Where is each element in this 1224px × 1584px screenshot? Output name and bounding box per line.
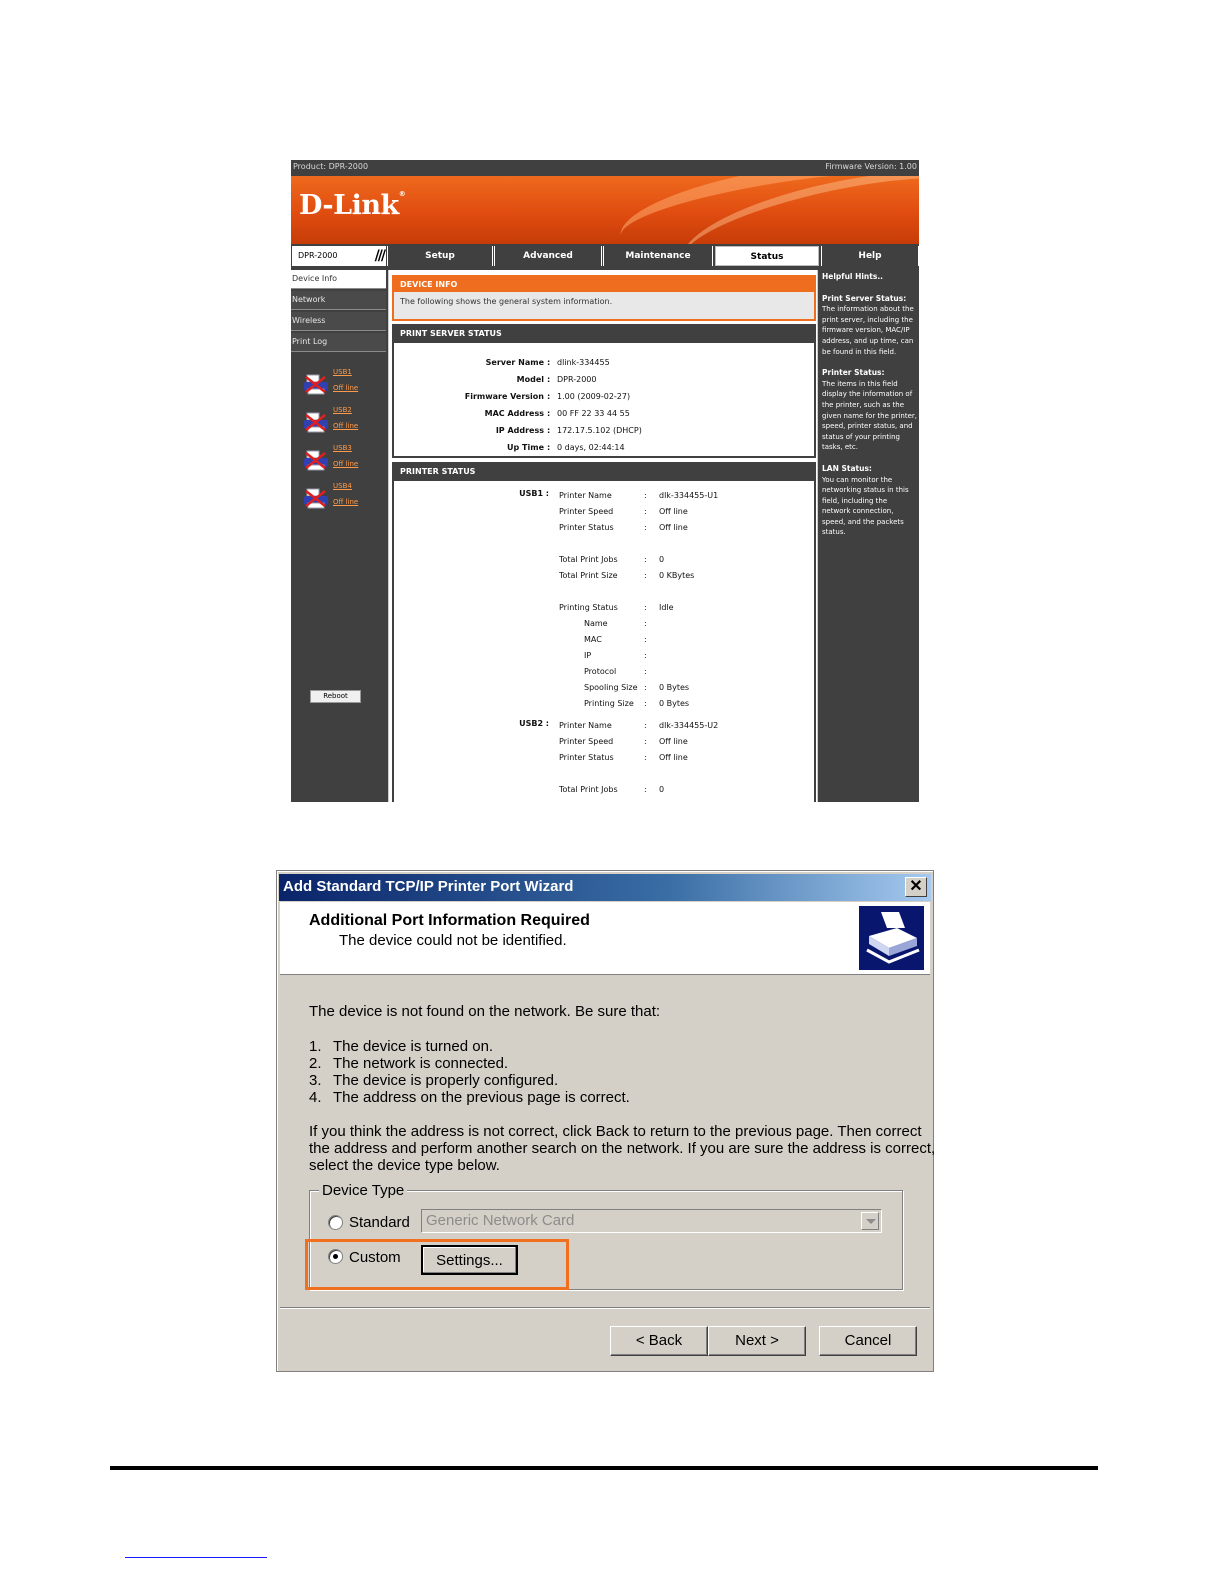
instruction-line: select the device type below.	[309, 1157, 500, 1174]
dlink-web-ui	[291, 160, 919, 802]
device-info-description: The following shows the general system information.	[400, 297, 613, 306]
device-type-legend: Device Type	[319, 1182, 407, 1199]
printer-field-label: Printer Status	[559, 523, 614, 532]
hint-heading: Print Server Status:	[822, 293, 907, 303]
footer-rule	[110, 1466, 1098, 1470]
status-label: Up Time	[507, 443, 544, 452]
device-info-title: DEVICE INFO	[394, 277, 814, 292]
settings-button[interactable]: Settings...	[421, 1245, 518, 1275]
tab-status[interactable]: Status	[715, 246, 819, 266]
printer-field-separator: :	[644, 555, 647, 564]
wizard-header	[280, 902, 930, 975]
back-button[interactable]: < Back	[610, 1326, 708, 1356]
logo-text: D-Link	[299, 190, 399, 221]
usb-section-label: USB1 :	[519, 489, 549, 498]
usb-port-status[interactable]: Off line	[333, 422, 359, 430]
printer-field-separator: :	[644, 635, 647, 644]
checklist-num: 3.	[309, 1072, 322, 1089]
printer-field-separator: :	[644, 785, 647, 794]
printer-field-value: Idle	[659, 603, 674, 612]
status-label: Firmware Version	[464, 392, 544, 401]
custom-label[interactable]: Custom	[349, 1249, 401, 1266]
status-separator: :	[547, 443, 551, 452]
close-icon[interactable]: ✕	[905, 877, 927, 897]
printer-field-label: IP	[584, 651, 592, 660]
printer-field-label: Printing Status	[559, 603, 618, 612]
printer-field-separator: :	[644, 683, 647, 692]
printer-field-value: 0 Bytes	[659, 699, 690, 708]
usb-port-3[interactable]	[303, 444, 383, 478]
printer-field-label: MAC	[584, 635, 602, 644]
checklist-item: The network is connected.	[333, 1055, 509, 1072]
model-badge-text: DPR-2000	[298, 251, 338, 260]
instruction-line: the address and perform another search on the network. If you are sure the address is correct,	[309, 1140, 936, 1157]
checklist-item: The device is turned on.	[333, 1038, 494, 1055]
tab-setup[interactable]: Setup	[387, 246, 493, 266]
printer-field-separator: :	[644, 507, 647, 516]
sidebar-item-print-log[interactable]: Print Log	[291, 333, 386, 352]
hint-text: The items in this field display the information of the printer, such as the given name for the printer, speed, printer status, and status of your printing tasks, etc.	[822, 379, 917, 452]
status-label: Server Name	[485, 358, 544, 367]
printer-field-separator: :	[644, 651, 647, 660]
cancel-button[interactable]: Cancel	[819, 1326, 917, 1356]
dialog-title: Add Standard TCP/IP Printer Port Wizard	[283, 878, 574, 895]
tab-help[interactable]: Help	[821, 246, 919, 266]
highlight-box	[305, 1239, 569, 1290]
standard-label[interactable]: Standard	[349, 1214, 410, 1231]
printer-field-separator: :	[644, 737, 647, 746]
usb-port-name[interactable]: USB2	[333, 406, 352, 414]
usb-port-status[interactable]: Off line	[333, 384, 359, 392]
firmware-label: Firmware Version: 1.00	[825, 162, 917, 171]
usb-section-label: USB2 :	[519, 719, 549, 728]
dialog-title-bar[interactable]	[279, 874, 931, 901]
status-value: 172.17.5.102 (DHCP)	[557, 426, 642, 435]
dlink-main-content	[388, 270, 818, 802]
logo-registered-mark: ®	[398, 190, 406, 198]
usb-port-name[interactable]: USB1	[333, 368, 352, 376]
printer-icon	[303, 488, 329, 510]
standard-radio[interactable]	[328, 1215, 343, 1230]
dlink-top-info-bar	[291, 160, 919, 176]
status-separator: :	[547, 392, 551, 401]
printer-field-value: Off line	[659, 753, 688, 762]
wizard-header-subtitle: The device could not be identified.	[339, 932, 567, 949]
printer-field-label: Protocol	[584, 667, 617, 676]
printer-field-separator: :	[644, 699, 647, 708]
standard-device-select-value: Generic Network Card	[426, 1212, 575, 1229]
hint-heading: Printer Status:	[822, 368, 885, 378]
printer-field-label: Total Print Jobs	[559, 785, 618, 794]
printer-field-value: dlk-334455-U1	[659, 491, 719, 500]
intro-text: The device is not found on the network. Be sure that:	[309, 1003, 661, 1020]
usb-port-name[interactable]: USB3	[333, 444, 352, 452]
printer-field-separator: :	[644, 753, 647, 762]
printer-icon	[303, 412, 329, 434]
print-server-status-title: PRINT SERVER STATUS	[392, 324, 816, 343]
printer-field-value: Off line	[659, 523, 688, 532]
printer-field-separator: :	[644, 603, 647, 612]
printer-field-value: 0	[659, 785, 665, 794]
checklist-item: The device is properly configured.	[333, 1072, 559, 1089]
dlink-nav-bar	[291, 244, 919, 268]
standard-device-select[interactable]	[421, 1209, 882, 1233]
reboot-button[interactable]: Reboot	[310, 690, 361, 703]
printer-field-separator: :	[644, 721, 647, 730]
printer-field-label: Printer Name	[559, 491, 612, 500]
product-label: Product: DPR-2000	[293, 162, 369, 171]
helpful-hints-panel	[820, 270, 919, 802]
printer-field-separator: :	[644, 667, 647, 676]
usb-port-2[interactable]	[303, 406, 383, 440]
printer-field-label: Printer Speed	[559, 737, 614, 746]
printer-field-label: Total Print Size	[559, 571, 618, 580]
printer-field-label: Printing Size	[584, 699, 634, 708]
printer-field-value: 0	[659, 555, 665, 564]
next-button[interactable]: Next >	[708, 1326, 806, 1356]
hint-heading: LAN Status:	[822, 463, 872, 473]
dlink-logo	[299, 190, 405, 221]
dlink-banner	[291, 176, 919, 244]
usb-port-1[interactable]	[303, 368, 383, 402]
tab-advanced[interactable]: Advanced	[494, 246, 602, 266]
printer-field-separator: :	[644, 491, 647, 500]
usb-port-status[interactable]: Off line	[333, 460, 359, 468]
slash-decoration: ///	[374, 248, 384, 264]
printer-wizard-icon	[859, 906, 924, 970]
checklist-num: 2.	[309, 1055, 322, 1072]
instruction-line: If you think the address is not correct, click Back to return to the previous page. Then correct	[309, 1123, 922, 1140]
printer-status-title: PRINTER STATUS	[392, 462, 816, 481]
printer-field-label: Printer Name	[559, 721, 612, 730]
hint-text: The information about the print server, including the firmware version, MAC/IP address, and up time, can be found in this field.	[822, 305, 914, 356]
printer-field-value: 0 Bytes	[659, 683, 690, 692]
status-value: 00 FF 22 33 44 55	[557, 409, 630, 418]
printer-field-separator: :	[644, 619, 647, 628]
printer-field-value: dlk-334455-U2	[659, 721, 719, 730]
status-label: MAC Address	[484, 409, 544, 418]
status-separator: :	[547, 426, 551, 435]
printer-field-label: Spooling Size	[584, 683, 638, 692]
status-value: DPR-2000	[557, 375, 597, 384]
status-separator: :	[547, 375, 551, 384]
usb-section-name: USB1	[519, 489, 544, 498]
status-label: Model	[516, 375, 544, 384]
usb-port-status[interactable]: Off line	[333, 498, 359, 506]
status-separator: :	[547, 358, 551, 367]
device-info-panel	[392, 275, 816, 321]
printer-icon	[303, 374, 329, 396]
printer-field-label: Name	[584, 619, 608, 628]
usb-port-name[interactable]: USB4	[333, 482, 352, 490]
printer-field-label: Total Print Jobs	[559, 555, 618, 564]
sidebar-item-network[interactable]: Network	[291, 291, 386, 310]
tcpip-port-wizard-dialog	[276, 870, 934, 1372]
hints-title: Helpful Hints..	[822, 272, 884, 281]
button-separator	[280, 1307, 930, 1309]
checklist-num: 1.	[309, 1038, 322, 1055]
checklist-num: 4.	[309, 1089, 322, 1106]
wizard-header-title: Additional Port Information Required	[309, 912, 590, 929]
status-value: dlink-334455	[557, 358, 610, 367]
sidebar-item-wireless[interactable]: Wireless	[291, 312, 386, 331]
printer-field-separator: :	[644, 571, 647, 580]
printer-field-separator: :	[644, 523, 647, 532]
printer-status-panel	[392, 481, 816, 802]
sidebar-item-device-info[interactable]: Device Info	[291, 270, 386, 289]
status-value: 0 days, 02:44:14	[557, 443, 625, 452]
chevron-down-icon[interactable]	[861, 1212, 879, 1230]
usb-section-name: USB2	[519, 719, 544, 728]
hint-text: You can monitor the networking status in this field, including the network connection, speed, and the packets status.	[822, 475, 909, 537]
status-label: IP Address	[495, 426, 544, 435]
printer-field-label: Printer Speed	[559, 507, 614, 516]
dlink-sidebar	[291, 270, 386, 802]
tab-maintenance[interactable]: Maintenance	[603, 246, 713, 266]
printer-field-value: Off line	[659, 507, 688, 516]
printer-field-value: Off line	[659, 737, 688, 746]
status-separator: :	[547, 409, 551, 418]
status-value: 1.00 (2009-02-27)	[557, 392, 631, 401]
printer-icon	[303, 450, 329, 472]
usb-port-4[interactable]	[303, 482, 383, 516]
printer-field-value: 0 KBytes	[659, 571, 695, 580]
print-server-status-panel	[392, 343, 816, 458]
footer-link-underline[interactable]	[125, 1557, 267, 1558]
model-badge	[292, 246, 386, 266]
checklist-item: The address on the previous page is correct.	[333, 1089, 630, 1106]
printer-field-label: Printer Status	[559, 753, 614, 762]
